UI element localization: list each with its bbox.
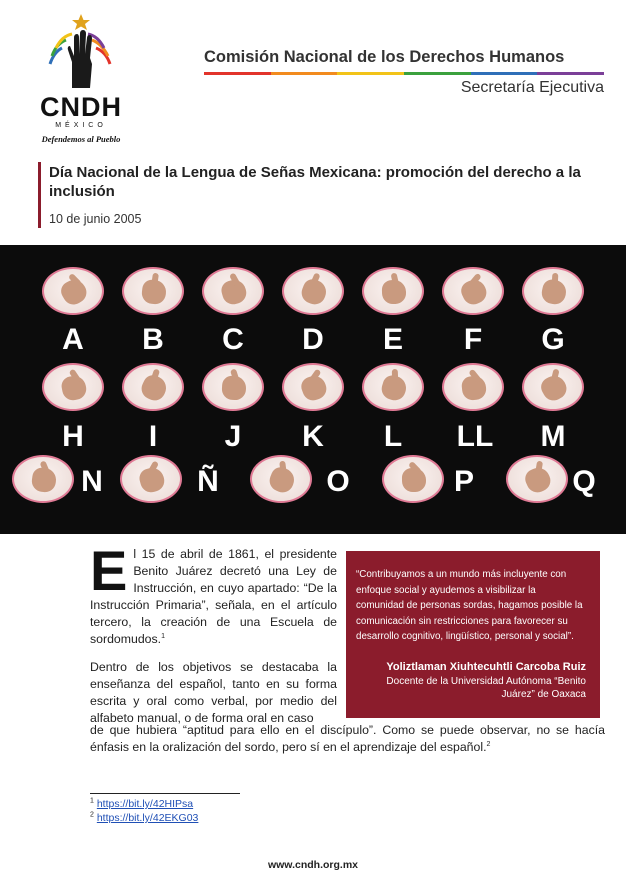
finger-shape bbox=[392, 369, 398, 383]
alphabet-letter: F bbox=[463, 323, 483, 356]
hand-sign-icon bbox=[382, 455, 444, 503]
color-stripe-purple bbox=[537, 72, 604, 75]
dropcap: E bbox=[90, 539, 128, 602]
logo-country: MÉXICO bbox=[55, 122, 107, 129]
alphabet-letter: Ñ bbox=[197, 465, 219, 498]
footnote-link-1[interactable]: https://bit.ly/42HIPsa bbox=[96, 798, 194, 810]
alphabet-letter: B bbox=[142, 323, 164, 356]
hand-sign-icon bbox=[282, 363, 344, 411]
footnote-divider bbox=[90, 793, 240, 794]
alphabet-letter: O bbox=[326, 465, 350, 498]
color-stripe-green bbox=[404, 72, 471, 75]
article-title: Día Nacional de la Lengua de Señas Mexicana: promoción del derecho a la inclusión bbox=[49, 164, 581, 200]
footnote-number: 2 bbox=[90, 811, 94, 819]
alphabet-letter: D bbox=[302, 323, 324, 356]
title-accent-bar bbox=[38, 162, 41, 228]
hand-sign-icon bbox=[122, 363, 184, 411]
alphabet-letter: G bbox=[541, 323, 565, 356]
alphabet-letter: N bbox=[81, 465, 103, 498]
logo-motto: Defendemos al Pueblo bbox=[41, 134, 121, 144]
footnote-number: 1 bbox=[90, 797, 94, 805]
alphabet-letter: A bbox=[62, 323, 84, 356]
hand-sign-icon bbox=[442, 267, 504, 315]
footnote-2 bbox=[90, 811, 198, 825]
color-stripe-yellow bbox=[337, 72, 404, 75]
hand-sign-icon bbox=[522, 363, 584, 411]
paragraph-1 bbox=[90, 539, 337, 648]
footnote-ref-1[interactable]: 1 bbox=[161, 632, 165, 640]
footnote-1 bbox=[90, 797, 198, 811]
alphabet-letter: E bbox=[382, 323, 403, 356]
quote-author-role: Docente de la Universidad Autónoma “Benito Juárez” de Oaxaca bbox=[386, 675, 586, 700]
color-stripe-red bbox=[204, 72, 271, 75]
color-stripe bbox=[204, 72, 604, 75]
hand-sign-icon bbox=[202, 363, 264, 411]
raised-hand-emblem-icon bbox=[44, 12, 118, 94]
alphabet-letter: K bbox=[302, 420, 324, 453]
hand-sign-icon bbox=[202, 267, 264, 315]
sign-language-alphabet-image bbox=[0, 245, 626, 534]
quote-author: Yoliztlaman Xiuhtecuhtli Carcoba Ruiz bbox=[386, 660, 586, 673]
alphabet-letter: M bbox=[540, 420, 566, 453]
footnote-ref-2[interactable]: 2 bbox=[486, 740, 491, 748]
hand-sign-icon bbox=[442, 363, 504, 411]
logo-acronym: CNDH bbox=[40, 92, 122, 122]
article-date: 10 de junio 2005 bbox=[49, 212, 142, 226]
alphabet-letter: I bbox=[148, 420, 158, 453]
quote-text: “Contribuyamos a un mundo más incluyente con enfoque social y ayudemos a visibilizar la comunidad de personas sordas, hagamos posible la comunicación sin restricciones para favorecer su desarrollo cognitivo, lingüístico, personal y social”. bbox=[356, 569, 583, 642]
quote-box bbox=[346, 551, 600, 718]
paragraph-2-start: Dentro de los objetivos se destacaba la enseñanza del español, tanto en su forma escrita y oral como verbal, por medio del alfabeto manual, o de forma oral en caso bbox=[90, 660, 337, 725]
footnote-link-2[interactable]: https://bit.ly/42EKG03 bbox=[96, 812, 199, 824]
alphabet-letter: L bbox=[383, 420, 403, 453]
hand-sign-icon bbox=[122, 267, 184, 315]
color-stripe-blue bbox=[471, 72, 538, 75]
hand-sign-icon bbox=[12, 455, 74, 503]
cndh-logo bbox=[26, 12, 136, 142]
hand-sign-icon bbox=[120, 455, 182, 503]
organization-name: Comisión Nacional de los Derechos Humanos bbox=[204, 48, 565, 66]
alphabet-letter: J bbox=[224, 420, 242, 453]
alphabet-letter: Q bbox=[572, 465, 596, 498]
paragraph-2-end bbox=[90, 722, 605, 756]
color-stripe-orange bbox=[271, 72, 338, 75]
hand-sign-icon bbox=[522, 267, 584, 315]
footer-website[interactable]: www.cndh.org.mx bbox=[267, 859, 359, 871]
paragraph-2-end-text: de que hubiera “aptitud para ello en el discípulo”. Como se puede observar, no se hacía énfasis en la oralización del sordo, pero sí en el aprendizaje del español. bbox=[90, 723, 605, 754]
hand-sign-icon bbox=[250, 455, 312, 503]
footnotes bbox=[90, 797, 198, 825]
hand-sign-icon bbox=[42, 363, 104, 411]
hand-sign-icon bbox=[362, 267, 424, 315]
hand-sign-icon bbox=[42, 267, 104, 315]
hand-sign-icon bbox=[362, 363, 424, 411]
alphabet-letter: LL bbox=[456, 420, 494, 453]
finger-shape bbox=[552, 273, 559, 287]
body-wide bbox=[90, 722, 605, 756]
finger-shape bbox=[279, 461, 287, 476]
paragraph-1-text: l 15 de abril de 1861, el presidente Benito Juárez decretó una Ley de Instrucción, en cuyo apartado: “De la Instrucción Primaria”, señala, en el artículo tercero, la creación de una Escuela de sordomudos. bbox=[90, 547, 337, 646]
alphabet-letter: C bbox=[222, 323, 244, 356]
hand-sign-icon bbox=[506, 455, 568, 503]
body-column bbox=[90, 539, 337, 738]
alphabet-letter: H bbox=[62, 420, 84, 453]
alphabet-letter: P bbox=[453, 465, 474, 498]
hand-sign-icon bbox=[282, 267, 344, 315]
division-name: Secretaría Ejecutiva bbox=[460, 79, 604, 96]
